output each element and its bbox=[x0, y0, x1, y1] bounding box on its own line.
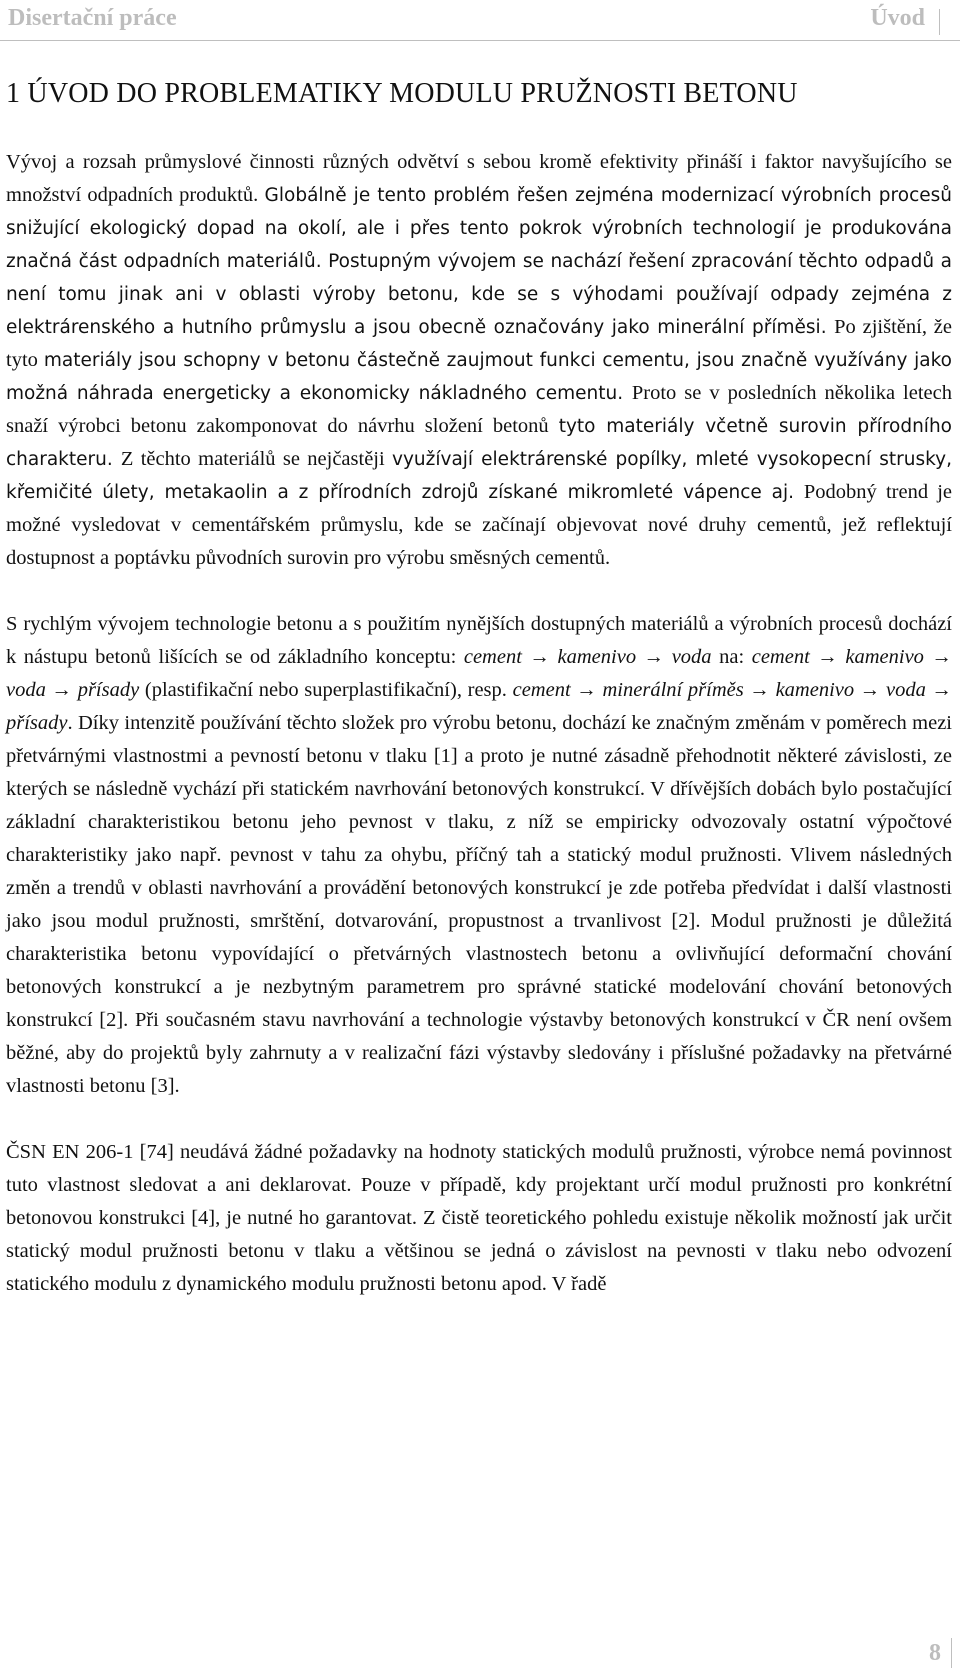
paragraph-1-segment: Globálně je tento problém řešen zejména modernizací výrobních procesů snižující ekologický dopad na okolí, ale i přes tento pokrok výrobních technologií je produkována značná část odpadních materiálů. Postupným vývojem se nachází řešení zpracování těchto odpadů a není tomu jinak ani v oblasti výroby betonu, kde se s výhodami používají odpady zejména z elektrárenského a hutního průmyslu a jsou obecně označovány jako minerální příměsi. bbox=[6, 185, 952, 338]
concept-formula: cement → kamenivo → voda → přísady bbox=[6, 646, 952, 701]
paragraph-2 bbox=[6, 608, 952, 1103]
paragraph-1-segment: tyto materiály včetně surovin přírodního charakteru. bbox=[6, 416, 952, 470]
paragraph-1-segment: Podobný trend je možné vysledovat v cementářském průmyslu, kde se začínají objevovat nové druhy cementů, jež reflektují dostupnost a poptávku původních surovin pro výrobu směsných cementů. bbox=[6, 481, 952, 569]
paragraph-1-segment: Z těchto materiálů se nejčastěji bbox=[120, 448, 393, 470]
paragraph-2-segment: S rychlým vývojem technologie betonu a s použitím nynějších dostupných materiálů a výrobních procesů dochází k nástupu betonů lišících se od základního konceptu: bbox=[6, 613, 952, 668]
page-number: 8 bbox=[929, 1638, 952, 1668]
header-chapter-name: Úvod bbox=[870, 5, 925, 31]
body-text bbox=[6, 146, 952, 1334]
concept-formula: cement → kamenivo → voda bbox=[463, 646, 712, 668]
paragraph-1-segment: Po zjištění, že tyto bbox=[6, 316, 952, 371]
paragraph-3 bbox=[6, 1136, 952, 1301]
paragraph-1-segment: Proto se v posledních několika letech snaží výrobci betonu zakomponovat do návrhu složení betonů bbox=[6, 382, 952, 437]
chapter-title: 1 ÚVOD DO PROBLEMATIKY MODULU PRUŽNOSTI BETONU bbox=[6, 78, 798, 109]
concept-formula: cement → minerální příměs → kamenivo → voda → přísady bbox=[6, 679, 952, 734]
paragraph-2-segment: (plastifikační nebo superplastifikační), resp. bbox=[139, 679, 513, 701]
paragraph-3-segment: ČSN EN 206-1 [74] neudává žádné požadavky na hodnoty statických modulů pružnosti, výrobce nemá povinnost tuto vlastnost sledovat a ani deklarovat. Pouze v případě, kdy projektant určí modul pružnosti pro konkrétní betonovou konstrukci [4], je nutné ho garantovat. Z čistě teoretického pohledu existuje několik možností jak určit statický modul pružnosti betonu v tlaku a většinou se jedná o závislost na pevnosti v tlaku nebo odvození statického modulu z dynamického modulu pružnosti betonu apod. V řadě bbox=[6, 1141, 952, 1295]
paragraph-1-segment: materiály jsou schopny v betonu částečně zaujmout funkci cementu, jsou značně využívány jako možná náhrada energeticky a ekonomicky nákladného cementu. bbox=[6, 350, 952, 404]
paragraph-2-segment: na: bbox=[711, 646, 752, 668]
paragraph-1-segment: Vývoj a rozsah průmyslové činnosti různých odvětví s sebou kromě efektivity přináší i faktor navyšujícího se množství odpadních produktů. bbox=[6, 151, 952, 206]
header-document-type: Disertační práce bbox=[8, 5, 177, 31]
paragraph-1 bbox=[6, 146, 952, 575]
page-header bbox=[0, 0, 960, 41]
paragraph-1-segment: využívají elektrárenské popílky, mleté vysokopecní strusky, křemičité úlety, metakaolin a z přírodních zdrojů získané mikromleté vápence aj. bbox=[6, 449, 953, 503]
paragraph-2-segment: . Díky intenzitě používání těchto složek pro výrobu betonu, dochází ke značným změnám v poměrech mezi přetvárnými vlastnostmi a pevností betonu v tlaku [1] a proto je nutné zásadně přehodnotit některé závislosti, ze kterých se následně vychází při statickém navrhování betonových konstrukcí. V dřívějších dobách bylo postačující základní charakteristikou betonu jeho pevnost v tlaku, z níž se empiricky odvozovaly ostatní výpočtové charakteristiky jako např. pevnost v tahu za ohybu, příčný tah a statický modul pružnosti. Vlivem následných změn a trendů v oblasti navrhování a provádění betonových konstrukcí je zde potřeba předvídat i další vlastnosti jako jsou modul pružnosti, smrštění, dotvarování, propustnost a trvanlivost [2]. Modul pružnosti je důležitá charakteristika betonu vypovídající o přetvárných vlastnostech betonu a ovlivňující deformační chování betonových konstrukcí a je nezbytným parametrem pro správné statické modelování chování betonových konstrukcí [2]. Při současném stavu navrhování a technologie výstavby betonových konstrukcí v ČR není ovšem běžné, aby do projektů byly zahrnuty a v realizační fázi výstavby sledovány i příslušné požadavky na přetvárné vlastnosti betonu [3]. bbox=[6, 712, 952, 1097]
